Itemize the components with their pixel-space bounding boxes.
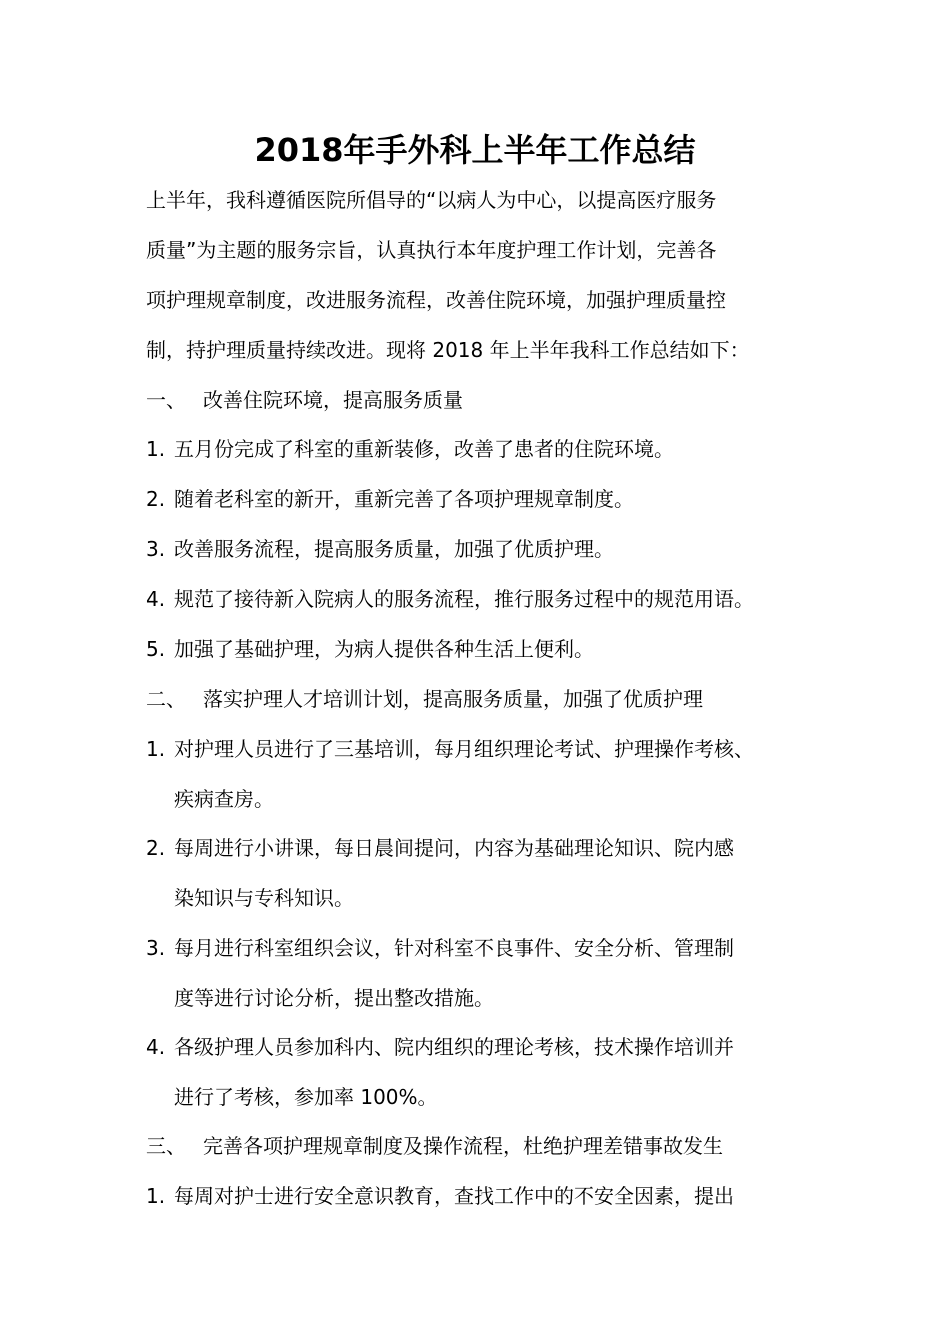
- intro-line-1: 上半年，我科遵循医院所倡导的“以病人为中心，以提高医疗服务: [146, 188, 717, 212]
- section-3-item-1-number: 1.: [146, 1184, 166, 1208]
- section-2-item-2-number: 2.: [146, 836, 166, 860]
- section-1-item-5-number: 5.: [146, 637, 166, 661]
- document-title: 2018年手外科上半年工作总结: [254, 131, 696, 169]
- section-2-item-1-line-2: 疾病查房。: [174, 787, 274, 811]
- section-1-item-4-text: 规范了接待新入院病人的服务流程，推行服务过程中的规范用语。: [174, 587, 754, 611]
- section-2-item-3-line-1: 每月进行科室组织会议，针对科室不良事件、安全分析、管理制: [174, 936, 734, 960]
- section-2-item-4-line-1: 各级护理人员参加科内、院内组织的理论考核，技术操作培训并: [174, 1035, 734, 1059]
- section-3-heading: 完善各项护理规章制度及操作流程，杜绝护理差错事故发生: [203, 1134, 723, 1158]
- intro-line-4: 制，持护理质量持续改进。现将 2018 年上半年我科工作总结如下：: [146, 338, 750, 362]
- intro-line-2: 质量”为主题的服务宗旨，认真执行本年度护理工作计划，完善各: [146, 238, 717, 262]
- section-2-item-2-line-2: 染知识与专科知识。: [174, 886, 354, 910]
- section-1-item-1-number: 1.: [146, 437, 166, 461]
- section-1-item-3-text: 改善服务流程，提高服务质量，加强了优质护理。: [174, 537, 614, 561]
- section-2-heading: 落实护理人才培训计划，提高服务质量，加强了优质护理: [203, 687, 703, 711]
- section-2-item-1-line-1: 对护理人员进行了三基培训，每月组织理论考试、护理操作考核、: [174, 737, 754, 761]
- section-2-item-2-line-1: 每周进行小讲课，每日晨间提问，内容为基础理论知识、院内感: [174, 836, 734, 860]
- section-2-number: 二、: [146, 687, 186, 711]
- section-1-number: 一、: [146, 388, 186, 412]
- section-1-item-5-text: 加强了基础护理，为病人提供各种生活上便利。: [174, 637, 594, 661]
- section-2-item-4-line-2: 进行了考核，参加率 100%。: [174, 1085, 438, 1109]
- section-1-item-3-number: 3.: [146, 537, 166, 561]
- section-3-number: 三、: [146, 1134, 186, 1158]
- section-1-item-4-number: 4.: [146, 587, 166, 611]
- section-2-item-3-line-2: 度等进行讨论分析，提出整改措施。: [174, 986, 494, 1010]
- section-1-heading: 改善住院环境，提高服务质量: [203, 388, 463, 412]
- section-2-item-3-number: 3.: [146, 936, 166, 960]
- section-3-item-1-text: 每周对护士进行安全意识教育，查找工作中的不安全因素，提出: [174, 1184, 734, 1208]
- intro-line-3: 项护理规章制度，改进服务流程，改善住院环境，加强护理质量控: [146, 288, 726, 312]
- section-2-item-4-number: 4.: [146, 1035, 166, 1059]
- section-1-item-1-text: 五月份完成了科室的重新装修，改善了患者的住院环境。: [174, 437, 674, 461]
- section-1-item-2-text: 随着老科室的新开，重新完善了各项护理规章制度。: [174, 487, 634, 511]
- section-1-item-2-number: 2.: [146, 487, 166, 511]
- section-2-item-1-number: 1.: [146, 737, 166, 761]
